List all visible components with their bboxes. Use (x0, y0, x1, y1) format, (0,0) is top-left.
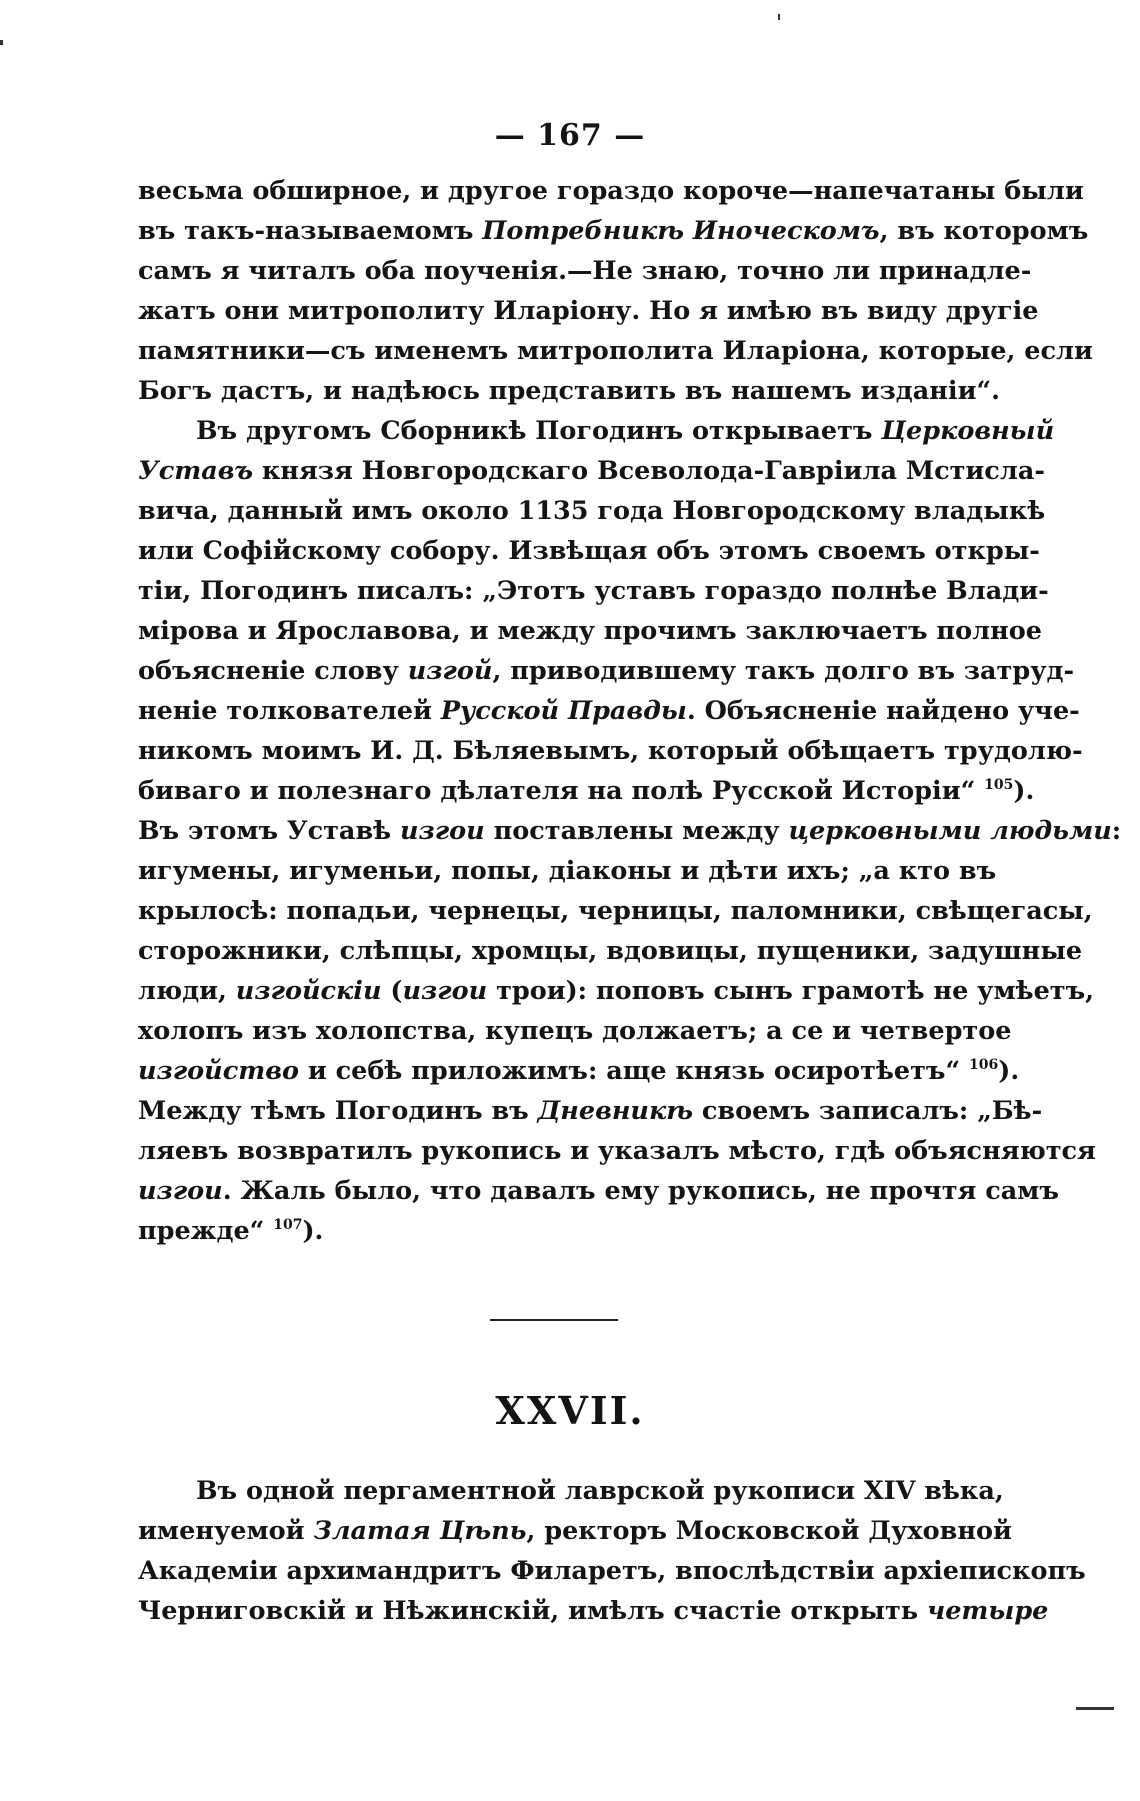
text-run: весьма обширное, и другое гораздо короче—напечатаны были (138, 176, 1084, 206)
scan-mark-top (778, 14, 780, 20)
text-line (138, 411, 1055, 451)
text-line (138, 531, 1040, 571)
text-line (138, 1091, 1043, 1131)
text-run: , приводившему такъ долго въ затруд- (492, 656, 1075, 686)
text-run: крылосѣ: попадьи, чернецы, черницы, паломники, свѣщегасы, (138, 896, 1093, 926)
text-run: мірова и Ярославова, и между прочимъ заключаетъ полное (138, 616, 1042, 646)
text-run: ). (302, 1216, 324, 1246)
italic-text: Златая Цѣпь (313, 1516, 527, 1546)
text-line (138, 571, 1049, 611)
text-line (138, 691, 1080, 731)
text-run: . Объясненіе найдено уче- (686, 696, 1080, 726)
text-line (138, 771, 1035, 811)
text-run: объясненіе слову (138, 656, 408, 686)
italic-text: Русской Правды (440, 696, 687, 726)
text-run: ляевъ возвратилъ рукопись и указалъ мѣсто, гдѣ объясняются (138, 1136, 1096, 1166)
text-run: Между тѣмъ Погодинъ въ (138, 1096, 538, 1126)
italic-text: Уставъ (138, 456, 254, 486)
text-line (138, 851, 997, 891)
text-run: своемъ записалъ: „Бѣ- (693, 1096, 1043, 1126)
italic-text: изгои (400, 816, 485, 846)
italic-text: церковными людьми (788, 816, 1112, 846)
text-run: жатъ они митрополиту Иларіону. Но я имѣю въ виду другіе (138, 296, 1039, 326)
italic-text: Церковный (881, 416, 1055, 446)
text-line (138, 331, 1093, 371)
text-run: ). (1013, 776, 1035, 806)
text-line (138, 1051, 1020, 1091)
text-run: ). (998, 1056, 1020, 1086)
text-line (138, 1511, 1012, 1551)
footnote-ref: 105 (984, 777, 1014, 793)
italic-text: изгойскіи (235, 976, 382, 1006)
text-run: въ такъ-называемомъ (138, 216, 483, 246)
scan-mark-bottom-right (1076, 1707, 1114, 1710)
text-run: люди, (138, 976, 236, 1006)
text-line (138, 291, 1039, 331)
text-line (138, 1551, 1086, 1591)
text-run: трои): поповъ сынъ грамотѣ не умѣетъ, (487, 976, 1095, 1006)
text-run: Въ другомъ Сборникѣ Погодинъ открываетъ (196, 416, 882, 446)
text-line (138, 1211, 978, 1251)
page-number: — 167 — (494, 118, 646, 153)
italic-text: четыре (926, 1596, 1049, 1626)
text-run: князя Новгородскаго Всеволода-Гавріила Мстисла- (253, 456, 1045, 486)
text-line (138, 1171, 1059, 1211)
text-line (138, 931, 1083, 971)
text-run: вича, данный имъ около 1135 года Новгородскому владыкѣ (138, 496, 1046, 526)
text-line (138, 611, 1042, 651)
text-line (138, 251, 1032, 291)
section-separator (490, 1319, 618, 1321)
text-run: ( (381, 976, 403, 1006)
text-run: или Софійскому собору. Извѣщая объ этомъ своемъ откры- (138, 536, 1040, 566)
italic-text: изгои (138, 1176, 223, 1206)
scan-mark-left (0, 40, 3, 45)
text-line (138, 971, 1095, 1011)
text-run: Въ этомъ Уставѣ (138, 816, 400, 846)
text-run: игумены, игуменьи, попы, діаконы и дѣти ихъ; „а кто въ (138, 856, 997, 886)
text-line (138, 1011, 1012, 1051)
text-run: и себѣ приложимъ: аще князь осиротѣетъ“ (298, 1056, 970, 1086)
footnote-ref: 106 (969, 1057, 999, 1073)
text-line (138, 171, 1084, 211)
text-run: поставлены между (484, 816, 789, 846)
italic-text: изгой (407, 656, 493, 686)
text-line (138, 891, 1093, 931)
text-line (138, 651, 1075, 691)
text-run: Академіи архимандритъ Филаретъ, впослѣдствіи архіепископъ (138, 1556, 1086, 1586)
paragraph-1 (138, 171, 1093, 411)
text-line (138, 211, 1089, 251)
text-run: , въ которомъ (879, 216, 1089, 246)
text-run: Черниговскій и Нѣжинскій, имѣлъ счастіе открыть (138, 1596, 927, 1626)
text-run: именуемой (138, 1516, 314, 1546)
text-line (138, 491, 1046, 531)
text-run: : (1111, 816, 1122, 846)
paragraph-2 (138, 411, 1122, 1251)
text-line (138, 1591, 1049, 1631)
text-line (138, 451, 1045, 491)
text-run: . Жаль было, что давалъ ему рукопись, не прочтя самъ (222, 1176, 1059, 1206)
paragraph-3 (138, 1471, 1086, 1631)
text-run: , ректоръ Московской Духовной (526, 1516, 1012, 1546)
text-line (138, 1471, 1004, 1511)
text-run: прежде“ (138, 1216, 274, 1246)
text-run: Богъ дастъ, и надѣюсь представить въ нашемъ изданіи“. (138, 376, 1001, 406)
italic-text: Потребникѣ Иноческомъ (482, 216, 880, 246)
text-line (138, 1131, 1096, 1171)
text-run: тіи, Погодинъ писалъ: „Этотъ уставъ гораздо полнѣе Влади- (138, 576, 1049, 606)
italic-text: изгои (402, 976, 488, 1006)
text-run: сторожники, слѣпцы, хромцы, вдовицы, пущеники, задушные (138, 936, 1083, 966)
footnote-ref: 107 (273, 1217, 303, 1233)
text-run: холопъ изъ холопства, купецъ должаетъ; а се и четвертое (138, 1016, 1012, 1046)
text-run: биваго и полезнаго дѣлателя на полѣ Русской Исторіи“ (138, 776, 985, 806)
text-run: самъ я читалъ оба поученія.—Не знаю, точно ли принадле- (138, 256, 1032, 286)
text-run: памятники—съ именемъ митрополита Иларіона, которые, если (138, 336, 1093, 366)
text-run: Въ одной пергаментной лаврской рукописи XIV вѣка, (196, 1476, 1004, 1506)
text-run: никомъ моимъ И. Д. Бѣляевымъ, который обѣщаетъ трудолю- (138, 736, 1083, 766)
text-line (138, 371, 1001, 411)
text-run: неніе толкователей (138, 696, 441, 726)
italic-text: изгойство (138, 1056, 299, 1086)
section-heading: XXVII. (495, 1388, 645, 1433)
italic-text: Дневникѣ (537, 1096, 693, 1126)
text-line (138, 731, 1083, 771)
text-line (138, 811, 1122, 851)
